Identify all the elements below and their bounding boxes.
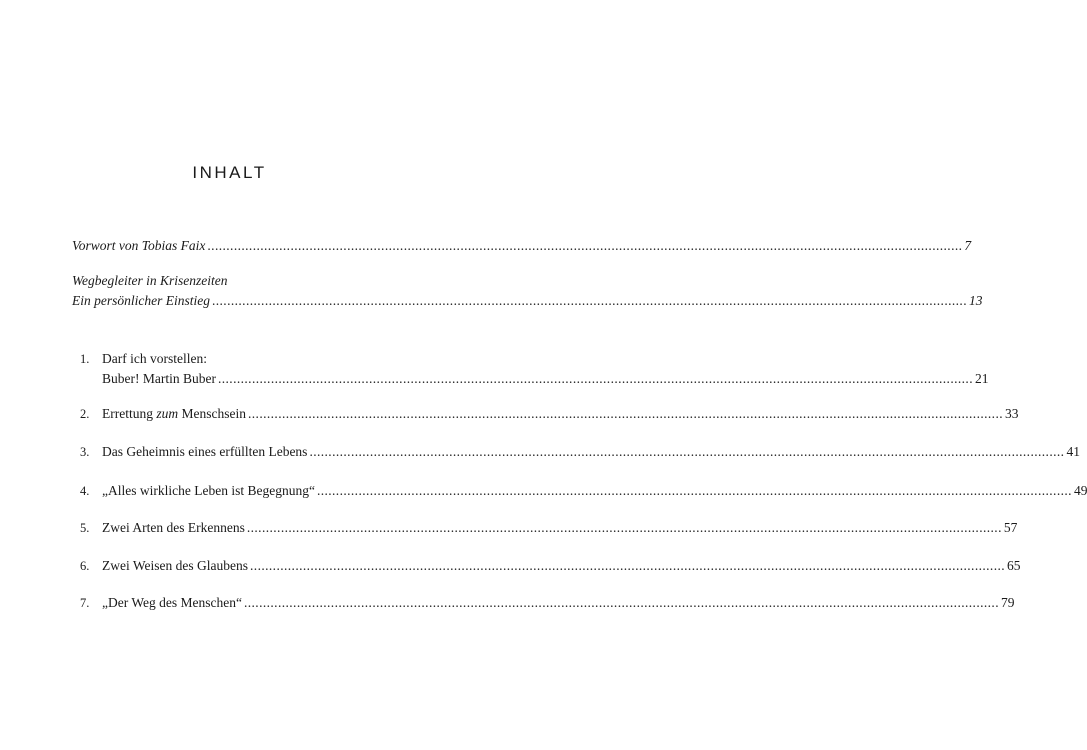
leader-dots: ........................................................................................................................................................................................................ bbox=[217, 371, 973, 386]
chapter-page: 57 bbox=[1003, 520, 1018, 535]
toc-entry-einstieg bbox=[72, 291, 983, 311]
leader-dots: ........................................................................................................................................................................................................ bbox=[309, 444, 1065, 459]
chapter-number: 4. bbox=[80, 484, 90, 498]
chapter-page: 21 bbox=[974, 371, 989, 386]
chapter-page: 33 bbox=[1005, 406, 1019, 421]
toc-entry-page: 13 bbox=[968, 293, 983, 308]
chapter-title-part: Errettung bbox=[102, 406, 157, 421]
leader-dots: ........................................................................................................................................................................................................ bbox=[211, 293, 967, 308]
toc-chapter-2 bbox=[72, 404, 1019, 424]
chapter-number: 6. bbox=[80, 559, 90, 573]
leader-dots: ........................................................................................................................................................................................................ bbox=[248, 406, 1003, 421]
chapter-page: 49 bbox=[1073, 483, 1087, 498]
chapter-title-line1: Darf ich vorstellen: bbox=[102, 351, 207, 366]
toc-entry-page: 7 bbox=[964, 238, 972, 253]
chapter-number: 7. bbox=[80, 596, 90, 610]
leader-dots: ........................................................................................................................................................................................................ bbox=[316, 483, 1072, 498]
toc-chapter-5 bbox=[72, 518, 1018, 538]
chapter-title: Zwei Arten des Erkennens bbox=[102, 520, 245, 535]
chapter-number: 5. bbox=[80, 521, 90, 535]
toc-chapter-7 bbox=[72, 593, 1015, 613]
chapter-title: Zwei Weisen des Glaubens bbox=[102, 558, 249, 573]
leader-dots: ........................................................................................................................................................................................................ bbox=[243, 595, 999, 610]
chapter-number: 1. bbox=[80, 352, 90, 366]
toc-chapter-3 bbox=[72, 442, 1080, 462]
toc-chapter-1 bbox=[72, 369, 989, 389]
leader-dots: ........................................................................................................................................................................................................ bbox=[250, 558, 1006, 573]
chapter-title-emphasis: zum bbox=[156, 406, 179, 421]
page-title: INHALT bbox=[192, 163, 267, 182]
chapter-number: 3. bbox=[80, 445, 90, 459]
chapter-page: 79 bbox=[1000, 595, 1015, 610]
leader-dots: ........................................................................................................................................................................................................ bbox=[207, 238, 963, 253]
leader-dots: ........................................................................................................................................................................................................ bbox=[246, 520, 1002, 535]
chapter-title-part: Menschsein bbox=[178, 406, 246, 421]
chapter-title: „Alles wirkliche Leben ist Begegnung“ bbox=[102, 483, 315, 498]
toc-entry-einstieg-line1: Wegbegleiter in Krisenzeiten bbox=[72, 273, 228, 288]
toc-entry-title: Ein persönlicher Einstieg bbox=[72, 293, 210, 308]
toc-entry-title: Vorwort von Tobias Faix bbox=[72, 238, 206, 253]
chapter-title bbox=[102, 404, 246, 424]
chapter-title-line2: Buber! Martin Buber bbox=[102, 371, 216, 386]
chapter-page: 41 bbox=[1066, 444, 1080, 459]
chapter-page: 65 bbox=[1007, 558, 1021, 573]
toc-chapter-1-line1 bbox=[72, 349, 376, 369]
toc-chapter-6 bbox=[72, 556, 1021, 576]
toc-chapter-4 bbox=[72, 481, 1087, 501]
chapter-number: 2. bbox=[80, 407, 90, 421]
toc-entry-vorwort bbox=[72, 236, 972, 256]
chapter-title: Das Geheimnis eines erfüllten Lebens bbox=[102, 444, 308, 459]
chapter-title: „Der Weg des Menschen“ bbox=[102, 595, 242, 610]
